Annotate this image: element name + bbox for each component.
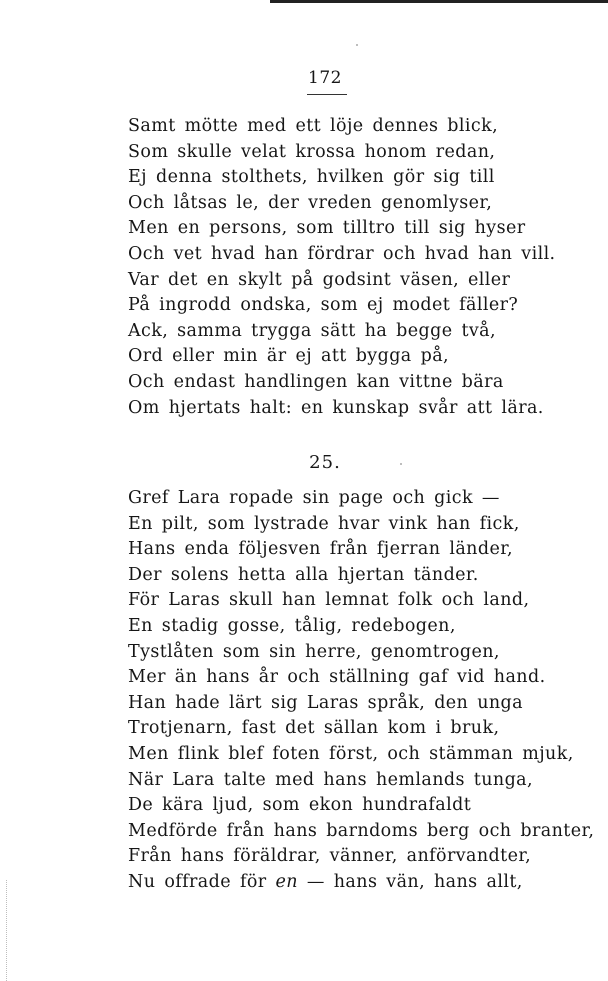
verse-line: Om hjertats halt: en kunskap svår att lära. xyxy=(128,397,544,418)
verse-line: Var det en skylt på godsint väsen, eller xyxy=(128,269,511,290)
verse-line: Hans enda följesven från fjerran länder, xyxy=(128,539,514,560)
verse-line: Gref Lara ropade sin page och gick — xyxy=(128,488,500,508)
page-number: 172 xyxy=(308,68,342,88)
verse-line: Der solens hetta alla hjertan tänder. xyxy=(128,564,479,585)
verse-line: Som skulle velat krossa honom redan, xyxy=(128,141,496,162)
paper-speck xyxy=(400,463,402,465)
verse-line: Och låtsas le, der vreden genomlyser, xyxy=(128,192,493,213)
verse-line: Ack, samma trygga sätt ha begge två, xyxy=(128,320,496,341)
last-line-emphasis: en xyxy=(275,871,298,892)
verse-line: Trotjenarn, fast det sällan kom i bruk, xyxy=(128,718,500,739)
verse-line: Ej denna stolthets, hvilken gör sig till xyxy=(128,167,495,188)
verse-line: Men en persons, som tilltro till sig hyser xyxy=(128,218,526,239)
verse-line: En stadig gosse, tålig, redebogen, xyxy=(128,615,456,636)
verse-line: Ord eller min är ej att bygga på, xyxy=(128,346,449,367)
verse-line: De kära ljud, som ekon hundrafaldt xyxy=(128,795,472,816)
verse-line: För Laras skull han lemnat folk och land, xyxy=(128,590,530,611)
left-margin-dots xyxy=(6,880,7,981)
verse-line: En pilt, som lystrade hvar vink han fick, xyxy=(128,513,520,534)
verse-line: Medförde från hans barndoms berg och branter, xyxy=(128,820,595,841)
top-edge-rule xyxy=(270,0,608,3)
stanza-2 xyxy=(128,486,594,896)
verse-line: Mer än hans år och ställning gaf vid hand. xyxy=(128,667,546,688)
last-line-start: Nu offrade för xyxy=(128,871,276,892)
verse-line: Men flink blef foten först, och stämman mjuk, xyxy=(128,743,574,764)
last-line-end: — hans vän, hans allt, xyxy=(297,871,523,892)
verse-line: På ingrodd ondska, som ej modet fäller? xyxy=(128,295,519,316)
section-number: 25. xyxy=(309,452,341,473)
paper-speck xyxy=(356,44,358,46)
stanza-1 xyxy=(128,114,556,421)
verse-line: Och endast handlingen kan vittne bära xyxy=(128,371,504,392)
verse-line: När Lara talte med hans hemlands tunga, xyxy=(128,769,533,790)
verse-line: Och vet hvad han fördrar och hvad han vill. xyxy=(128,243,556,264)
page-number-underline xyxy=(307,94,347,95)
verse-line: Tystlåten som sin herre, genomtrogen, xyxy=(128,641,500,662)
verse-line: Från hans föräldrar, vänner, anförvandter, xyxy=(128,846,532,867)
verse-line: Samt mötte med ett löje dennes blick, xyxy=(128,116,499,136)
verse-line-last xyxy=(128,870,594,896)
verse-line: Han hade lärt sig Laras språk, den unga xyxy=(128,692,523,713)
